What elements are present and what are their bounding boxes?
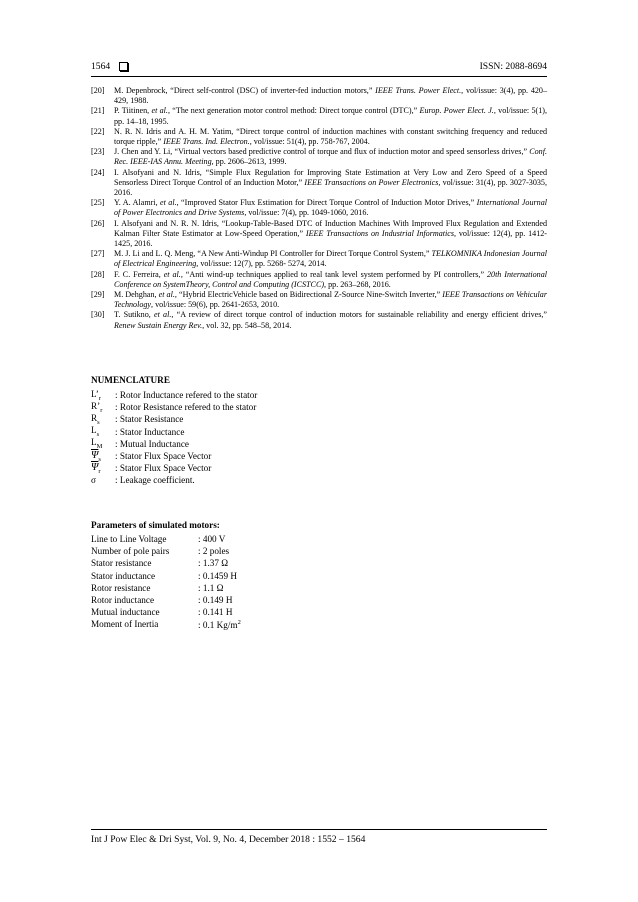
nomenclature-list [91, 389, 257, 487]
page-footer: Int J Pow Elec & Dri Syst, Vol. 9, No. 4, December 2018 : 1552 – 1564 [91, 834, 366, 845]
reference-item [91, 249, 547, 269]
square-bullet-icon [119, 62, 128, 71]
nomenclature-item [91, 426, 257, 438]
parameter-label: Rotor inductance [91, 595, 155, 606]
reference-segment: , “Anti wind-up techniques applied to real tank level system performed by PI controllers,” [180, 269, 487, 279]
page-header [91, 61, 547, 72]
parameter-value [198, 619, 241, 630]
parameter-value-text: : 0.141 H [198, 607, 233, 618]
reference-text [114, 106, 547, 126]
reference-text [114, 86, 547, 106]
reference-italic: IEEE Trans. Power Elect., [375, 86, 464, 95]
footer-divider [91, 829, 547, 830]
nomenclature-symbol [91, 437, 115, 450]
nomenclature-description: : Stator Flux Space Vector [115, 463, 212, 474]
reference-number: [24] [91, 167, 105, 177]
reference-item [91, 106, 547, 126]
parameters-title: Parameters of simulated motors: [91, 520, 220, 530]
reference-number: [29] [91, 290, 105, 300]
reference-text [114, 270, 547, 290]
nomenclature-description: : Leakage coefficient. [115, 475, 195, 486]
parameter-superscript: 2 [237, 618, 241, 626]
reference-segment: Y. A. Alamri, [114, 198, 161, 208]
reference-text [114, 127, 547, 147]
parameter-label: Moment of Inertia [91, 619, 159, 630]
reference-segment: vol/issue: 3(4), pp. 420–429, 1988. [114, 86, 548, 106]
parameter-value [198, 583, 223, 593]
symbol-subscript: M [96, 443, 103, 451]
nomenclature-description: : Rotor Inductance refered to the stator [115, 390, 258, 401]
reference-segment: vol/issue: 51(4), pp. 758-767, 2004. [251, 137, 370, 147]
symbol-base: L [91, 425, 97, 436]
reference-segment: , vol/issue: 59(6), pp. 2641-2653, 2010. [151, 300, 280, 310]
symbol-subscript: s [97, 418, 100, 426]
reference-item [91, 86, 547, 106]
page-number: 1564 [91, 61, 111, 72]
parameter-value-text: : 400 V [198, 534, 226, 545]
reference-segment: N. R. N. Idris and A. H. M. Yatim, “Direct torque control of induction machines with constant switching frequency and reduced torque ripple,” [114, 126, 547, 147]
reference-item [91, 270, 547, 290]
parameter-value [198, 534, 225, 544]
reference-italic: Europ. Power Elect. J. [419, 106, 494, 116]
reference-text [114, 198, 547, 218]
reference-segment: , “The next generation motor control method: Direct torque control (DTC),” [167, 106, 420, 116]
reference-text [114, 249, 547, 269]
symbol-subscript: r [100, 406, 103, 414]
reference-text [114, 168, 547, 199]
symbol-subscript: s [98, 455, 101, 463]
reference-segment: vol/issue: 12(7), pp. 5268- 5274, 2014. [198, 259, 327, 269]
reference-number: [21] [91, 106, 105, 116]
reference-italic: et al. [154, 310, 172, 320]
parameter-label: Line to Line Voltage [91, 534, 167, 545]
parameter-row [91, 533, 241, 545]
reference-number: [27] [91, 249, 105, 259]
parameter-row [91, 557, 241, 569]
nomenclature-item [91, 462, 257, 474]
reference-segment: , vol/issue: 7(4), pp. 1049-1060, 2016. [244, 208, 369, 218]
reference-segment: F. C. Ferreira, [114, 269, 164, 279]
reference-number: [26] [91, 218, 105, 228]
parameter-label: Number of pole pairs [91, 546, 170, 557]
symbol-base: R [91, 413, 98, 424]
nomenclature-symbol [91, 475, 115, 485]
reference-list [91, 86, 547, 331]
parameter-value [198, 595, 232, 605]
reference-italic: Renew Sustain Energy Rev., [114, 320, 205, 330]
reference-number: [30] [91, 310, 105, 320]
reference-number: [28] [91, 269, 105, 279]
parameter-value-text: : 2 poles [198, 546, 230, 557]
reference-italic: et al. [158, 290, 175, 300]
reference-italic: TELKOMNIKA Indonesian Journal of Electrical Engineering, [114, 249, 548, 269]
nomenclature-item [91, 438, 257, 450]
parameter-row [91, 582, 241, 594]
header-divider [91, 76, 547, 77]
symbol-subscript: s [96, 431, 100, 439]
nomenclature-description: : Mutual Inductance [115, 438, 189, 449]
reference-number: [25] [91, 198, 105, 208]
reference-text [114, 310, 547, 330]
parameter-row [91, 545, 241, 557]
nomenclature-item [91, 413, 257, 425]
reference-italic: International Journal of Power Electronics and Drive Systems [114, 198, 547, 218]
parameter-row [91, 618, 241, 630]
reference-segment: pp. 263–268, 2016. [326, 279, 391, 289]
reference-italic: et al. [160, 198, 177, 208]
reference-segment: , “Improved Stator Flux Estimation for Direct Torque Control of Induction Motor Drives,” [176, 198, 477, 208]
symbol-base: $\overline{\Psi}$ [91, 449, 99, 461]
reference-italic: et al. [151, 106, 168, 116]
nomenclature-title: NUMENCLATURE [91, 375, 170, 385]
nomenclature-symbol [91, 401, 115, 414]
symbol-base: L [91, 437, 97, 448]
reference-italic: Conf. Rec. IEEE-IAS Annu. Meeting, [114, 147, 547, 167]
reference-segment: M. J. Li and L. Q. Meng, “A New Anti-Windup PI Controller for Direct Torque Control System,” [114, 249, 432, 259]
parameter-label: Rotor resistance [91, 582, 151, 593]
reference-item [91, 127, 547, 147]
reference-segment: I. Alsofyani and N. Idris, “Simple Flux Regulation for Improving State Estimation at Very Low and Zero Speed of a Speed Sensorless Direct Torque Control of an Induction Motor,” [114, 167, 547, 187]
parameter-value-text: : 0.1 Kg/m [198, 619, 238, 630]
nomenclature-symbol [91, 450, 115, 463]
nomenclature-description: : Stator Flux Space Vector [115, 451, 212, 462]
header-left [91, 61, 128, 72]
symbol-base: R’ [91, 400, 101, 411]
reference-segment: vol. 32, pp. 548–58, 2014. [204, 320, 292, 330]
reference-segment: , “Hybrid ElectricVehicle based on Bidirectional Z-Source Nine-Switch Inverter,” [174, 290, 443, 300]
parameter-value-text: : 0.149 H [198, 595, 233, 606]
symbol-subscript: r [98, 394, 101, 402]
reference-text [114, 147, 547, 167]
nomenclature-description: : Stator Inductance [115, 426, 185, 437]
parameter-value [198, 546, 229, 556]
reference-item [91, 219, 547, 250]
parameter-value [198, 558, 228, 568]
parameter-label: Mutual inductance [91, 607, 160, 618]
nomenclature-item [91, 450, 257, 462]
parameters-list [91, 533, 241, 631]
reference-number: [20] [91, 86, 105, 95]
parameter-label: Stator inductance [91, 570, 156, 581]
nomenclature-description: : Rotor Resistance refered to the stator [115, 402, 257, 413]
issn: ISSN: 2088-8694 [479, 61, 547, 72]
reference-segment: I. Alsofyani and N. R. N. Idris, “Lookup-Table-Based DTC of Induction Machines With Improved Flux Regulation and Extended Kalman Filter State Estimator at Low-Speed Operation,” [114, 218, 547, 238]
nomenclature-symbol [91, 462, 115, 475]
reference-text [114, 219, 547, 250]
reference-number: [23] [91, 147, 105, 157]
parameter-label: Stator resistance [91, 558, 152, 569]
reference-italic: et al. [163, 269, 181, 279]
reference-item [91, 198, 547, 218]
parameter-value-text: : 1.1 Ω [198, 582, 224, 593]
reference-segment: M. Depenbrock, “Direct self-control (DSC) of inverter-fed induction motors,” [114, 86, 376, 95]
nomenclature-description: : Stator Resistance [115, 414, 184, 425]
nomenclature-item [91, 474, 257, 486]
reference-segment: , vol/issue: 5(1), pp. 14–18, 1995. [114, 106, 547, 126]
reference-segment: vol/issue: 12(4), pp. 1412-1425, 2016. [114, 228, 547, 249]
parameter-value-text: : 1.37 Ω [198, 558, 229, 569]
reference-number: [22] [91, 126, 105, 136]
reference-item [91, 290, 547, 310]
nomenclature-symbol [91, 425, 115, 438]
symbol-base: σ [91, 475, 96, 486]
reference-item [91, 147, 547, 167]
reference-segment: P. Tiitinen, [114, 106, 152, 116]
reference-segment: , “A review of direct torque control of induction motors for sustainable reliability and energy efficient drives,” [171, 310, 547, 320]
parameter-row [91, 606, 241, 618]
reference-segment: M. Dehghan, [114, 290, 159, 300]
reference-item [91, 310, 547, 330]
reference-italic: IEEE Transactions on Industrial Informatics, [305, 228, 457, 238]
parameter-row [91, 594, 241, 606]
symbol-base: L’ [91, 388, 99, 399]
reference-segment: J. Chen and Y. Li, “Virtual vectors based predictive control of torque and flux of induction motor and speed sensorless drives,” [114, 147, 530, 157]
reference-item [91, 168, 547, 199]
nomenclature-item [91, 401, 257, 413]
parameter-value [198, 571, 237, 581]
nomenclature-symbol [91, 389, 115, 402]
reference-italic: IEEE Transactions on Power Electronics, [304, 177, 441, 187]
reference-text [114, 290, 547, 310]
nomenclature-symbol [91, 413, 115, 426]
parameter-value-text: : 0.1459 H [198, 570, 238, 581]
reference-segment: vol/issue: 31(4), pp. 3027-3035, 2016. [114, 177, 547, 198]
reference-italic: 20th International Conference on SystemTheory, Control and Computing (ICSTCC), [114, 269, 547, 289]
nomenclature-item [91, 389, 257, 401]
reference-italic: IEEE Transactions on Vehicular Technology [114, 290, 547, 310]
parameter-row [91, 570, 241, 582]
reference-segment: T. Sutikno, [114, 310, 154, 320]
symbol-subscript: r [98, 467, 101, 475]
reference-italic: IEEE Trans. Ind. Electron., [163, 137, 252, 147]
parameter-value [198, 607, 232, 617]
symbol-base: $\overline{\Psi}$ [91, 461, 99, 473]
reference-segment: pp. 2606–2613, 1999. [213, 157, 287, 167]
